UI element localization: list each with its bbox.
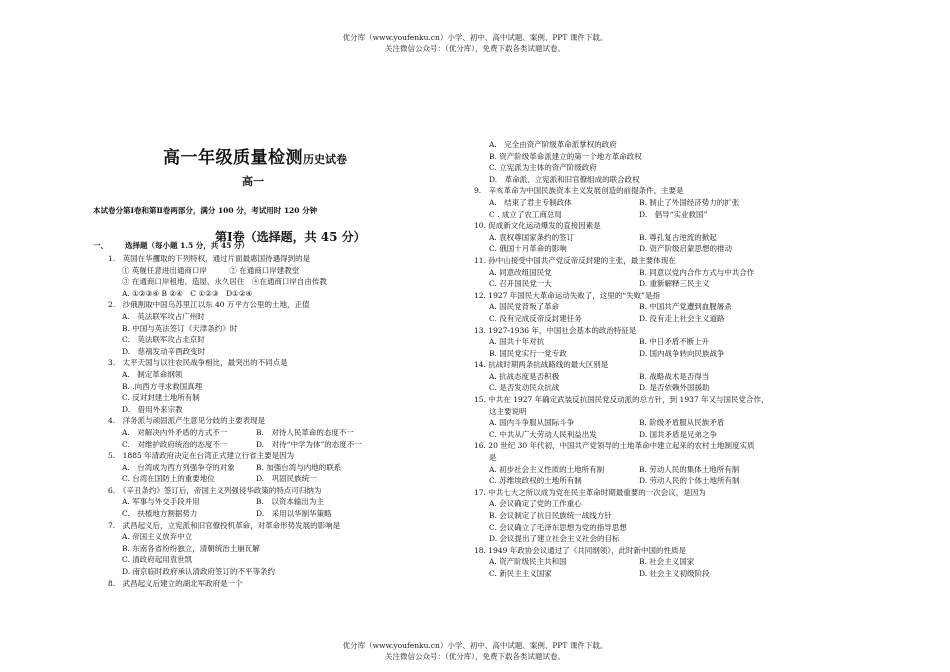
question-line — [108, 462, 468, 474]
question-line — [108, 276, 468, 288]
option-text: C. 反对封建土地所有制 — [122, 393, 200, 403]
option-text: C. 对维护政府统治的态度不一 — [122, 439, 228, 449]
option-text: A. 英法联军攻占广州时 — [122, 311, 205, 321]
option-text: A. 抗战态度是否积极 — [489, 371, 560, 381]
question-stem: 7. 武昌起义后，立宪派和旧官僚投机革命，对革命形势发展的影响是 — [108, 520, 341, 530]
option-text: A. 完全由资产阶级革命派掌权的政府 — [489, 140, 617, 149]
option-text: D. 借用外来宗教 — [122, 404, 183, 414]
question-line — [108, 554, 468, 566]
question-line — [474, 487, 834, 499]
question-line — [108, 520, 468, 532]
option-text: C. 立宪派为主体的资产阶级政府 — [489, 163, 597, 173]
title-main: 高一年级质量检测 — [163, 148, 303, 168]
question-stem: 2. 沙俄割取中国乌苏里江以东 40 万平方公里的土地，正值 — [108, 300, 310, 310]
option-text: A. 国民党背叛了革命 — [489, 302, 560, 312]
option-text: C. 扶植地方割据势力 — [122, 509, 198, 519]
question-line — [108, 566, 468, 578]
question-stem: 10. 促成新文化运动爆发的直接因素是 — [474, 221, 601, 231]
option-text: B. 尊孔复古逆流的掀起 — [639, 232, 717, 242]
option-text: A. 帝国主义放弃中立 — [122, 532, 193, 542]
option-text: D. 劳动人民的个体土地所有制 — [639, 476, 740, 486]
question-line — [474, 232, 834, 244]
option-text: A. 对解决内外矛盾的方式不一 — [122, 427, 228, 437]
question-line — [474, 417, 834, 429]
option-text: B. 中日矛盾不断上升 — [639, 337, 710, 347]
option-text: ③ 在通商口岸租地、造屋、永久居住 ④在通商口岸自由传教 — [122, 277, 327, 287]
question-stem: 9. 辛亥革命为中国民族资本主义发展创造的前提条件，主要是 — [474, 186, 684, 196]
option-text: C. 召开国民党一大 — [489, 279, 552, 289]
question-line — [474, 510, 834, 522]
question-line — [474, 522, 834, 534]
part-title: 第Ⅰ卷（选择题，共 45 分） — [215, 230, 366, 244]
option-text: A. 军事与外交手段并用 — [122, 497, 200, 507]
question-line — [108, 334, 468, 346]
option-text: A. 结束了君主专制政体 — [489, 197, 572, 207]
option-text: B. 劳动人民的集体土地所有制 — [639, 464, 740, 474]
option-text: A. 资产阶级民主共和国 — [489, 557, 567, 567]
option-text: A. 台湾成为西方列强争夺的对象 — [122, 462, 235, 472]
option-text: A. 国内斗争服从国际斗争 — [489, 418, 575, 428]
question-line — [474, 336, 834, 348]
option-text: B. 资产阶级革命派建立的第一个地方革命政权 — [489, 151, 642, 161]
question-stem: 1. 英国在华攫取的下列特权，通过片面最惠国待遇得到的是 — [108, 254, 311, 263]
question-stem: 17. 中共七大之所以成为党在民主革命时期最重要的一次会议，是因为 — [474, 487, 706, 497]
option-text: B. 会议制定了抗日民族统一战线方针 — [489, 511, 612, 520]
question-line — [108, 381, 468, 393]
question-line — [108, 369, 468, 381]
option-text: B. 中国共产党遭到血腥屠杀 — [639, 302, 732, 312]
option-text: B. 国民党实行一党专政 — [489, 348, 567, 358]
question-line — [474, 568, 834, 580]
question-line — [474, 151, 834, 163]
question-stem: 8. 武昌起义后建立的湖北军政府是一个 — [108, 578, 243, 588]
option-text: C. 英法联军攻占北京时 — [122, 335, 205, 345]
question-stem: 16. 20 世纪 30 年代初，中国共产党领导的土地革命中建立起来的农村土地制度实质 — [474, 441, 755, 451]
question-line — [474, 464, 834, 476]
option-text: 是 — [489, 453, 497, 463]
watermark-bottom-line1: 优分库（www.youfenku.cn）小学、初中、高中试题、案例、PPT 课件下载。 — [342, 641, 608, 650]
question-stem: 12. 1927 年国民大革命运动失败了，这里的“失败”是指 — [474, 290, 660, 300]
question-line — [474, 545, 834, 557]
option-text: D. 革命派、立宪派和旧官僚组成的联合政权 — [489, 174, 640, 184]
option-text: C. 台湾在国防上的重要地位 — [122, 474, 215, 484]
question-line — [474, 174, 834, 186]
question-line — [108, 439, 468, 451]
option-text: 这主要说明 — [489, 406, 527, 416]
question-line — [474, 162, 834, 174]
question-line — [474, 429, 834, 441]
section-number: 一、 — [93, 241, 108, 250]
question-line — [108, 508, 468, 520]
option-text: C. 俄国十月革命的影响 — [489, 244, 567, 254]
option-text: D. 重新解释三民主义 — [639, 279, 710, 289]
question-line — [108, 415, 468, 427]
option-text: D. 国内战争转向民族战争 — [639, 348, 725, 358]
question-line — [108, 392, 468, 404]
option-text: C . 成立了农工商总局 — [489, 209, 562, 219]
question-line — [474, 382, 834, 394]
option-text: C. 清政府起用袁世凯 — [122, 555, 193, 565]
option-text: D. 资产阶级启蒙思想的推动 — [639, 244, 733, 254]
question-line — [474, 139, 834, 151]
question-stem: 11. 孙中山接受中国共产党反帝反封建的主张，最主要体现在 — [474, 255, 676, 265]
option-text: D. 南京临时政府承认清政府签订的不平等条约 — [122, 567, 276, 577]
option-text: B. 对待人民革命的态度不一 — [256, 427, 354, 437]
question-stem: 3. 太平天国与以往农民战争相比，最突出的不同点是 — [108, 358, 288, 368]
option-text: B. 同意以党内合作方式与中共合作 — [639, 267, 755, 277]
option-text: B. 制止了外国经济势力的扩张 — [639, 197, 740, 207]
option-text: D. 慈禧发动辛酉政变时 — [122, 346, 206, 356]
right-question-column — [474, 139, 834, 580]
option-text: A. ①②③④ B ②④ C ①②③ D①②④ — [122, 288, 253, 298]
question-line — [474, 533, 834, 545]
question-line — [474, 313, 834, 325]
option-text: D. 倡导“实业救国” — [639, 209, 708, 219]
left-question-column — [108, 253, 468, 589]
question-stem: 14. 抗战时期两条抗战路线的最大区别是 — [474, 360, 609, 370]
option-text: D. 社会主义初级阶段 — [639, 568, 710, 578]
question-line — [108, 357, 468, 369]
question-line — [474, 394, 834, 406]
watermark-bottom-line2: 关注微信公众号：（优分库），免费下载各类试题试卷。 — [385, 652, 565, 661]
question-line — [108, 253, 468, 265]
question-line — [108, 543, 468, 555]
option-text: B. 战略战术是否得当 — [639, 371, 710, 381]
question-line — [474, 359, 834, 371]
title-small: 历史试卷 — [303, 153, 347, 166]
question-line — [108, 578, 468, 590]
question-line — [474, 440, 834, 452]
option-text: D. 巩固民族统一 — [256, 474, 317, 484]
question-line — [108, 299, 468, 311]
question-line — [474, 220, 834, 232]
option-text: A. 国共十年对抗 — [489, 337, 545, 347]
section-title: 选择题（每小题 1.5 分，共 45 分） — [125, 241, 249, 250]
exam-title — [163, 143, 347, 168]
question-line — [474, 556, 834, 568]
question-line — [474, 197, 834, 209]
question-line — [474, 185, 834, 197]
option-text: D. 采用以华制华策略 — [256, 509, 332, 519]
option-text: A. 袁权尊国家条约的签订 — [489, 232, 575, 242]
question-stem: 15. 中共在 1927 年确定武装反抗国民党反动派的总方针，到 1937 年又与国民党合作， — [474, 395, 769, 405]
question-line — [474, 452, 834, 464]
question-line — [108, 404, 468, 416]
question-line — [108, 427, 468, 439]
question-line — [474, 267, 834, 279]
question-line — [108, 496, 468, 508]
option-text: B. 以资本输出为主 — [256, 497, 324, 507]
option-text: D. 国共矛盾是兄弟之争 — [639, 429, 718, 439]
question-line — [108, 288, 468, 300]
question-line — [108, 323, 468, 335]
question-stem: 6. 《辛丑条约》签订后，帝国主义列强侵华政策的特点可归纳为 — [108, 485, 322, 495]
question-line — [108, 473, 468, 485]
question-stem: 5. 1885 年清政府决定在台湾正式建立行省主要是因为 — [108, 451, 295, 461]
question-line — [474, 348, 834, 360]
option-text: C. 是否发动民众抗战 — [489, 383, 560, 393]
question-line — [108, 450, 468, 462]
question-line — [474, 290, 834, 302]
question-line — [108, 311, 468, 323]
option-text: A. 会议确定了党的工作重心 — [489, 499, 582, 509]
question-line — [474, 301, 834, 313]
question-stem: 4. 洋务派与顽固派产生意见分歧的主要表现是 — [108, 416, 266, 426]
option-text: D. 没有走上社会主义道路 — [639, 313, 725, 323]
option-text: B. 中国与英法签订《天津条约》时 — [122, 323, 238, 333]
question-line — [108, 265, 468, 277]
question-line — [108, 531, 468, 543]
option-text: B. 东南各省纷纷独立，清朝统治土崩瓦解 — [122, 543, 260, 553]
grade-subtitle: 高一 — [242, 175, 264, 188]
option-text: D. 对待“中学为体”的态度不一 — [256, 439, 362, 449]
option-text: D. 会议提出了建立社会主义社会的目标 — [489, 534, 620, 544]
question-stem: 13. 1927-1936 年，中国社会基本的政治特征是 — [474, 325, 637, 335]
option-text: B. 社会主义国家 — [639, 557, 695, 567]
question-line — [108, 485, 468, 497]
option-text: A. 初步社会主义性质的土地所有制 — [489, 464, 605, 474]
watermark-top-line2: 关注微信公众号：（优分库），免费下载各类试题试卷。 — [385, 44, 565, 53]
question-line — [474, 406, 834, 418]
question-line — [474, 371, 834, 383]
option-text: A. 同意改组国民党 — [489, 267, 552, 277]
question-line — [474, 255, 834, 267]
option-text: C. 会议确立了毛泽东思想为党的指导思想 — [489, 522, 627, 532]
question-line — [474, 498, 834, 510]
question-line — [108, 346, 468, 358]
option-text: C. 没有完成反帝反封建任务 — [489, 313, 582, 323]
option-text: C. 苏维埃政权的土地所有制 — [489, 476, 582, 486]
exam-note: 本试卷分第Ⅰ卷和第Ⅱ卷两部分，满分 100 分，考试用时 120 分钟 — [93, 206, 318, 215]
question-line — [474, 475, 834, 487]
question-line — [474, 325, 834, 337]
question-line — [474, 278, 834, 290]
question-line — [474, 209, 834, 221]
option-text: A. 制定革命纲领 — [122, 369, 183, 379]
option-text: B. .向西方寻求救国真理 — [122, 381, 203, 391]
option-text: C. 中共从广大劳动人民利益出发 — [489, 429, 597, 439]
option-text: ① 英舰任意进出通商口岸 ② 在通商口岸建教堂 — [122, 265, 300, 275]
option-text: B. 阶级矛盾服从民族矛盾 — [639, 418, 725, 428]
question-line — [474, 243, 834, 255]
watermark-top-line1: 优分库（www.youfenku.cn）小学、初中、高中试题、案例、PPT 课件下载。 — [342, 33, 608, 42]
option-text: C. 新民主主义国家 — [489, 568, 552, 578]
question-stem: 18. 1949 年政协会议通过了《共同纲领》，此时新中国的性质是 — [474, 545, 687, 555]
option-text: B. 加强台湾与内地的联系 — [256, 462, 342, 472]
option-text: D. 是否依赖外国援助 — [639, 383, 710, 393]
